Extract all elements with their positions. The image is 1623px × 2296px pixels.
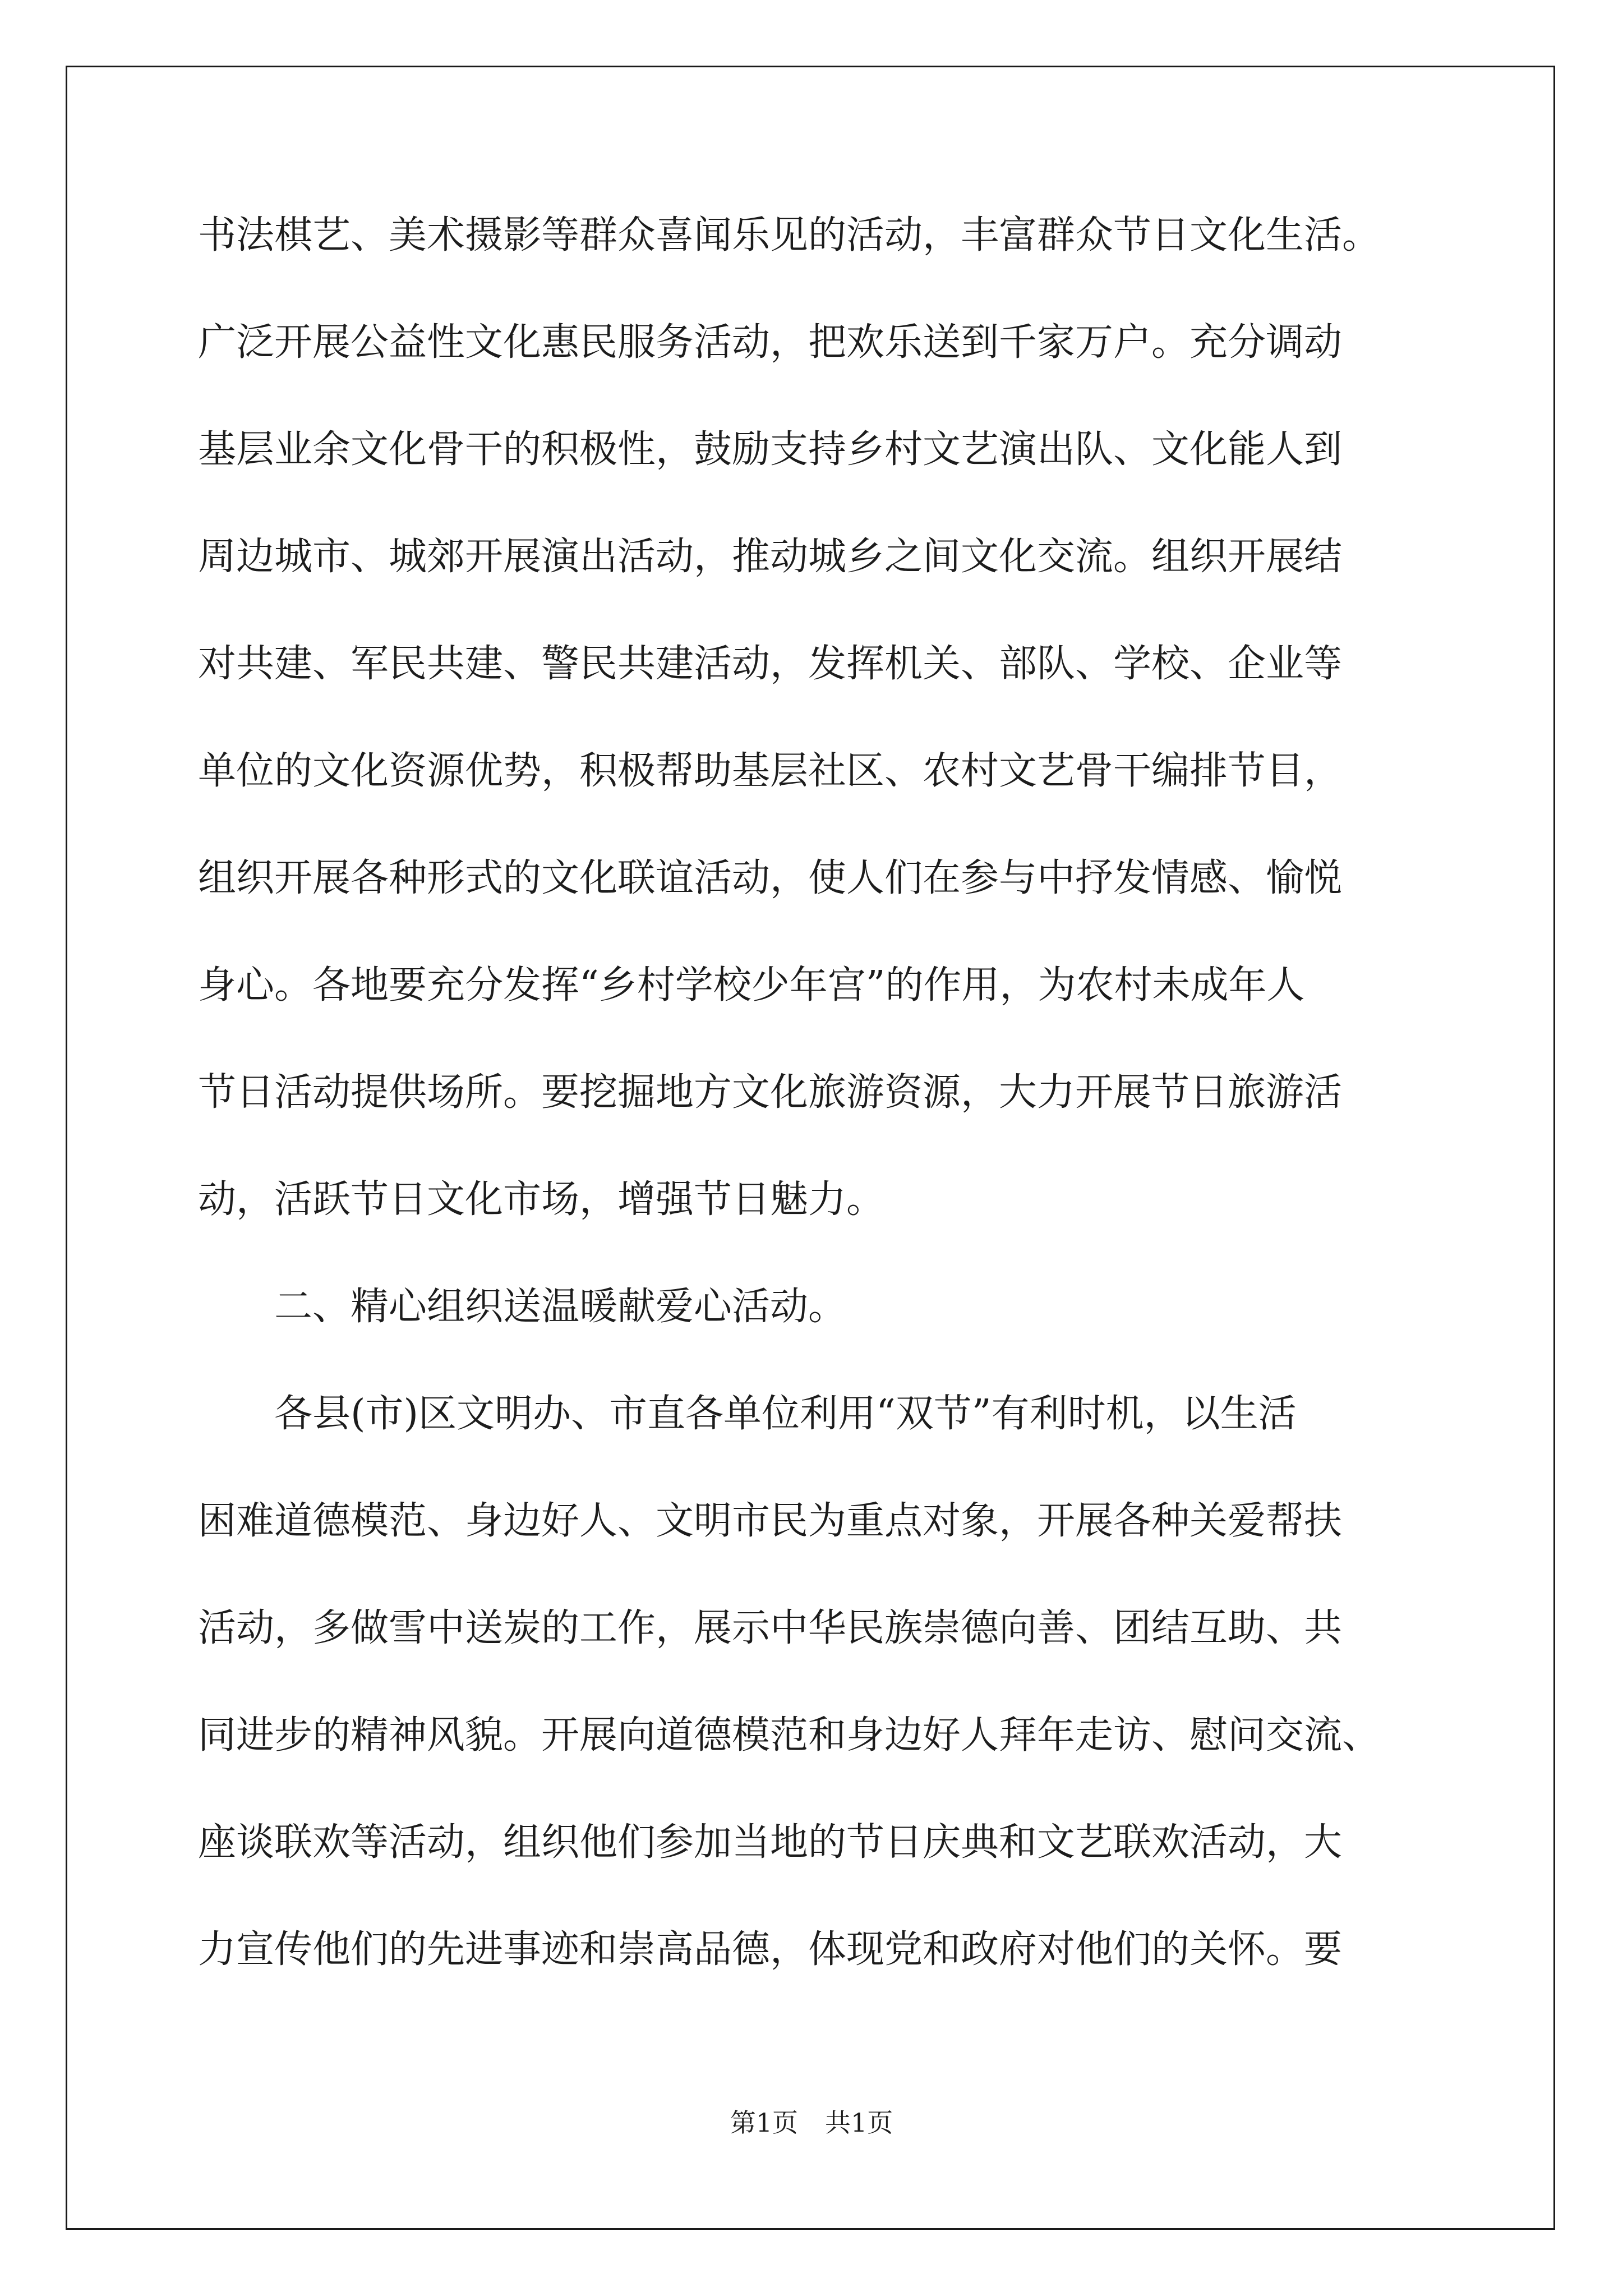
text-line: 活动，多做雪中送炭的工作，展示中华民族崇德向善、团结互助、共 — [198, 1606, 1343, 1650]
text-line: 同进步的精神风貌。开展向道德模范和身边好人拜年走访、慰问交流、 — [198, 1713, 1381, 1757]
text-line: 座谈联欢等活动，组织他们参加当地的节日庆典和文艺联欢活动，大 — [198, 1820, 1343, 1865]
text-line: 广泛开展公益性文化惠民服务活动，把欢乐送到千家万户。充分调动 — [198, 320, 1343, 365]
text-line: 周边城市、城郊开展演出活动，推动城乡之间文化交流。组织开展结 — [198, 535, 1343, 579]
text-line: 对共建、军民共建、警民共建活动，发挥机关、部队、学校、企业等 — [198, 642, 1343, 686]
text-line: 书法棋艺、美术摄影等群众喜闻乐见的活动，丰富群众节日文化生活。 — [198, 213, 1381, 257]
text-line: 动，活跃节日文化市场，增强节日魅力。 — [198, 1177, 885, 1222]
text-line: 各县(市)区文明办、市直各单位利用“双节”有利时机，以生活 — [274, 1392, 1297, 1436]
page-footer — [0, 2102, 1623, 2139]
section-heading: 二、精心组织送温暖献爱心活动。 — [274, 1285, 847, 1329]
page-number: 第1页 — [730, 2108, 798, 2138]
text-line: 单位的文化资源优势，积极帮助基层社区、农村文艺骨干编排节目， — [198, 749, 1343, 793]
page-total: 共1页 — [825, 2108, 893, 2138]
text-line: 基层业余文化骨干的积极性，鼓励支持乡村文艺演出队、文化能人到 — [198, 427, 1343, 472]
text-line: 力宣传他们的先进事迹和崇高品德，体现党和政府对他们的关怀。要 — [198, 1927, 1343, 1972]
text-line: 身心。各地要充分发挥“乡村学校少年宫”的作用，为农村未成年人 — [198, 963, 1305, 1007]
text-line: 组织开展各种形式的文化联谊活动，使人们在参与中抒发情感、愉悦 — [198, 856, 1343, 900]
text-line: 困难道德模范、身边好人、文明市民为重点对象，开展各种关爱帮扶 — [198, 1499, 1343, 1543]
page-border — [66, 66, 1555, 2230]
text-line: 节日活动提供场所。要挖掘地方文化旅游资源，大力开展节日旅游活 — [198, 1070, 1343, 1115]
